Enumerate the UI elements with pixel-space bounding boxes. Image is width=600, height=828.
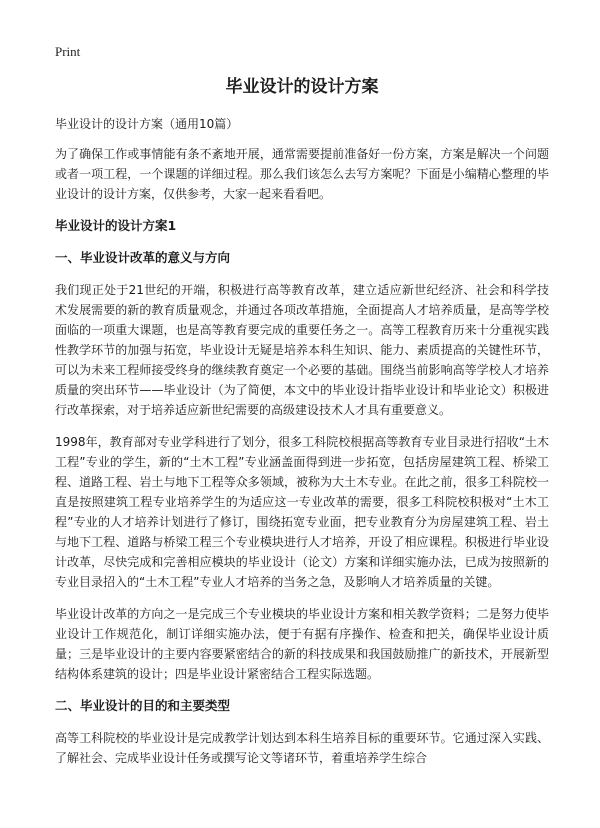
section-title: 毕业设计的设计方案1 [55, 218, 177, 233]
paragraph-1: 我们现正处于21世纪的开端，积极进行高等教育改革，建立适应新世纪经济、社会和科学技术发展需要的新的教育质量观念，并通过各项改革措施，全面提高人才培养质量，是高等学校面临的一项重大课题，也是高等教育要完成的重要任务之一。高等工程教育历来十分重视实践性教学环节的加强与拓宽，毕业设计无疑是培养本科生知识、能力、素质提高的关键性环节，可以为未来工程师接受终身的继续教育奠定一个必要的基础。围绕当前影响高等学校人才培养质量的突出环节——毕业设计（为了简便，本文中的毕业设计指毕业设计和毕业论文）积极进行改革探索，对于培养适应新世纪需要的高级建设技术人才具有重要意义。 [55, 283, 549, 417]
print-link[interactable]: Print [55, 44, 81, 59]
paragraph-2: 1998年，教育部对专业学科进行了划分，很多工科院校根据高等教育专业目录进行招收“土木工程”专业的学生，新的“土木工程”专业涵盖面得到进一步拓宽，包括房屋建筑工程、桥梁工程、道路工程、岩土与地下工程等众多领域，被称为大土木专业。在此之前，很多工科院校一直是按照建筑工程专业培养学生的为适应这一专业改革的需要，很多工科院校积极对“土木工程”专业的人才培养计划进行了修订，围绕拓宽专业面，把专业教育分为房屋建筑工程、岩土与地下工程、道路与桥梁工程三个专业模块进行人才培养，开设了相应课程。积极进行毕业设计改革，尽快完成和完善相应模块的毕业设计（论文）方案和详细实施办法，已成为按照新的专业目录招入的“土木工程”专业人才培养的当务之急，及影响人才培养质量的关键。 [55, 435, 549, 589]
page-title: 毕业设计的设计方案 [225, 77, 379, 97]
intro-paragraph: 为了确保工作或事情能有条不紊地开展，通常需要提前准备好一份方案，方案是解决一个问题或者一项工程，一个课题的详细过程。那么我们该怎么去写方案呢？下面是小编精心整理的毕业设计的设计方案，仅供参考，大家一起来看看吧。 [55, 147, 549, 201]
document-body [55, 74, 549, 780]
document-subtitle: 毕业设计的设计方案（通用10篇） [55, 117, 239, 131]
heading-significance: 一、毕业设计改革的意义与方向 [55, 250, 231, 265]
paragraph-4: 高等工科院校的毕业设计是完成教学计划达到本科生培养目标的重要环节。它通过深入实践、了解社会、完成毕业设计任务或撰写论文等诸环节，着重培养学生综合 [55, 731, 549, 765]
paragraph-3: 毕业设计改革的方向之一是完成三个专业模块的毕业设计方案和相关教学资料；二是努力使毕业设计工作规范化，制订详细实施办法，便于有据有序操作、检查和把关，确保毕业设计质量；三是毕业设计的主要内容要紧密结合的新的科技成果和我国鼓励推广的新技术，开展新型结构体系建筑的设计；四是毕业设计紧密结合工程实际选题。 [55, 607, 549, 681]
heading-purpose: 二、毕业设计的目的和主要类型 [55, 698, 231, 713]
